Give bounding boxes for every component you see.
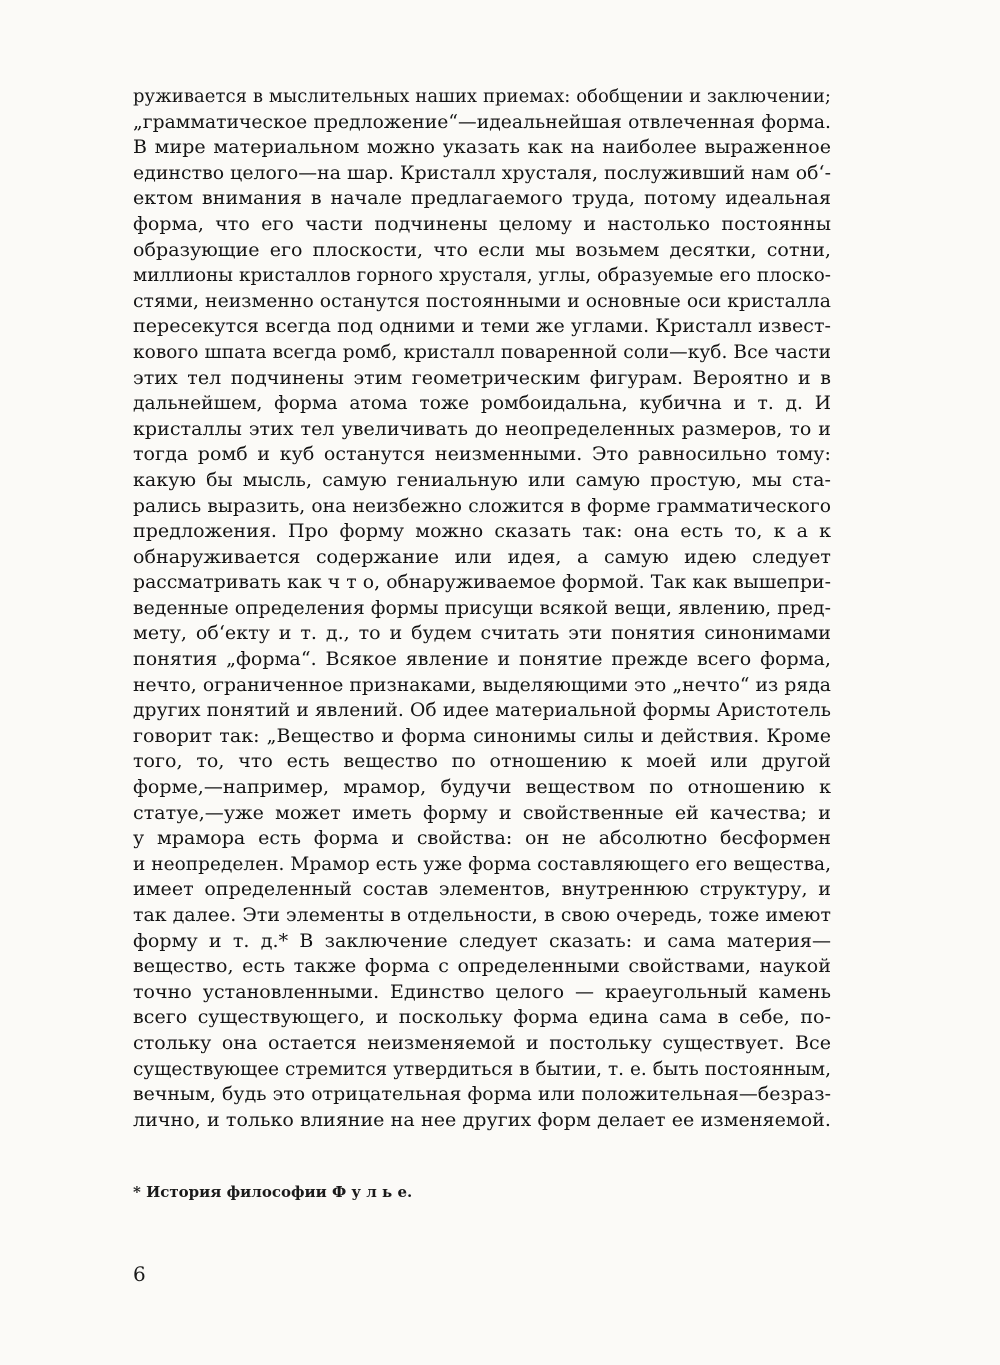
text-line: того, то, что есть вещество по отношению к моей или другой <box>133 750 831 773</box>
footnote: * История философии Ф у л ь е. <box>133 1183 413 1201</box>
text-line: существующее стремится утвердиться в бытии, т. е. быть постоянным, <box>133 1058 831 1080</box>
text-line: миллионы кристаллов горного хрусталя, углы, образуемые его плоско- <box>133 265 831 287</box>
text-line: у мрамора есть форма и свойства: он не абсолютно бесформен <box>133 827 831 850</box>
text-line: руживается в мыслительных наших приемах: обобщении и заключении; <box>133 86 831 107</box>
text-line: „грамматическое предложение“—идеальнейшая отвлеченная форма. <box>133 111 831 133</box>
text-line: пересекутся всегда под одними и теми же углами. Кристалл извест- <box>133 315 831 338</box>
text-line: кристаллы этих тел увеличивать до неопределенных размеров, то и <box>133 417 831 440</box>
text-line: точно установленными. Единство целого — краеугольный камень <box>133 980 831 1003</box>
body-text <box>133 84 831 1133</box>
text-line: имеет определенный состав элементов, внутреннюю структуру, и <box>133 878 831 901</box>
text-line: других понятий и явлений. Об идее материальной формы Аристотель <box>133 700 831 722</box>
text-line: и неопределен. Мрамор есть уже форма составляющего его вещества, <box>133 853 831 875</box>
text-line: обнаруживается содержание или идея, а самую идею следует <box>133 545 831 568</box>
text-line: какую бы мысль, самую гениальную или самую простую, мы ста- <box>133 468 831 491</box>
text-line: предложения. Про форму можно сказать так: она есть то, к а к <box>133 520 831 543</box>
text-line: так далее. Эти элементы в отдельности, в свою очередь, тоже имеют <box>133 904 831 926</box>
text-line: стями, неизменно останутся постоянными и основные оси кристалла <box>133 290 831 312</box>
text-line: этих тел подчинены этим геометрическим фигурам. Вероятно и в <box>133 366 831 389</box>
text-line: веденные определения формы присущи всякой вещи, явлению, пред- <box>133 597 831 619</box>
text-line: говорит так: „Вещество и форма синонимы силы и действия. Кроме <box>133 724 831 747</box>
text-line: рались выразить, она неизбежно сложится в форме грамматического <box>133 495 831 517</box>
text-line: форме,—например, мрамор, будучи веществом по отношению к <box>133 776 831 799</box>
text-line: рассматривать как ч т о, обнаруживаемое формой. Так как вышепри- <box>133 572 831 594</box>
text-line: тогда ромб и куб останутся неизменными. Это равносильно тому: <box>133 443 831 466</box>
text-line: понятия „форма“. Всякое явление и понятие прежде всего форма, <box>133 648 831 671</box>
text-line: единство целого—на шар. Кристалл хрусталя, послуживший нам об‘- <box>133 162 831 184</box>
text-line: ектом внимания в начале предлагаемого труда, потому идеальная <box>133 187 831 210</box>
text-line: стольку она остается неизменяемой и постольку существует. Все <box>133 1031 831 1054</box>
text-line: всего существующего, и поскольку форма едина сама в себе, по- <box>133 1006 831 1029</box>
text-line: вещество, есть также форма с определенными свойствами, наукой <box>133 955 831 978</box>
text-line: мету, об‘екту и т. д., то и будем считать эти понятия синонимами <box>133 622 831 645</box>
text-line: лично, и только влияние на нее других форм делает ее изменяемой. <box>133 1108 831 1131</box>
text-line: образующие его плоскости, что если мы возьмем десятки, сотни, <box>133 238 831 261</box>
text-line: статуе,—уже может иметь форму и свойственные ей качества; и <box>133 801 831 824</box>
text-line: кового шпата всегда ромб, кристалл поваренной соли—куб. Все части <box>133 341 831 363</box>
text-line: дальнейшем, форма атома тоже ромбоидальна, кубична и т. д. И <box>133 393 831 415</box>
page-number: 6 <box>133 1262 146 1286</box>
text-line: В мире материальном можно указать как на наиболее выраженное <box>133 136 831 159</box>
text-line: форму и т. д.* В заключение следует сказать: и сама материя— <box>133 929 831 952</box>
text-line: форма, что его части подчинены целому и настолько постоянны <box>133 212 831 235</box>
text-line: вечным, будь это отрицательная форма или положительная—безраз- <box>133 1083 831 1106</box>
text-line: нечто, ограниченное признаками, выделяющими это „нечто“ из ряда <box>133 674 831 696</box>
